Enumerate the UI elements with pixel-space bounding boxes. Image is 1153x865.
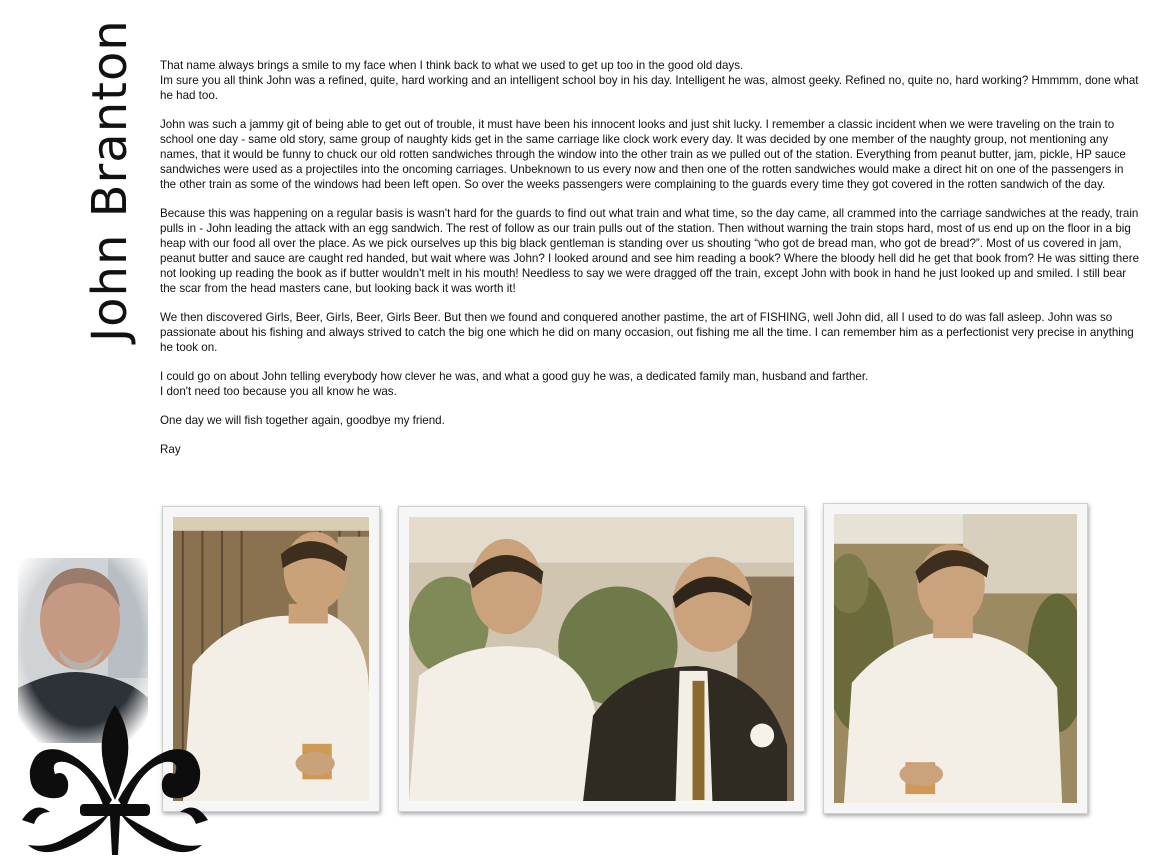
photo-john-garden-image (834, 514, 1077, 803)
photo-frame-john-and-friend (398, 506, 805, 812)
photo-john-and-friend (409, 517, 794, 801)
signature-name: Ray (160, 443, 181, 456)
paragraph-1 (160, 58, 1140, 103)
paragraph-line: I don't need too because you all know he was. (160, 385, 397, 398)
fleur-de-lis-icon (20, 700, 210, 860)
photo-frame-john-garden (823, 503, 1088, 814)
paragraph-line: That name always brings a smile to my face when I think back to what we used to get up too in the good old days. (160, 59, 744, 72)
paragraph-2 (160, 117, 1140, 192)
paragraph-4 (160, 310, 1140, 355)
paragraph-6 (160, 413, 1140, 428)
fleur-de-lis-ornament (20, 700, 210, 860)
page-title-vertical (82, 19, 142, 342)
paragraph-line: One day we will fish together again, goodbye my friend. (160, 414, 445, 427)
paragraph-line: I could go on about John telling everybody how clever he was, and what a good guy he was, a dedicated family man, husband and farther. (160, 370, 869, 383)
paragraph-line: John was such a jammy git of being able to get out of trouble, it must have been his innocent looks and just shit lucky. I remember a classic incident when we were traveling on the train to school one day - same old story, same group of naughty kids get in the same carriage like clock work every day. It was decided by one member of the naughty group, not mentioning any names, that it would be funny to chuck our old rotten sandwiches through the window into the other train as we pulled out of the station. Everything from peanut butter, jam, pickle, HP sauce sandwiches were used as a projectiles into the oncoming carriages. Unbeknown to us every now and then one of the rotten sandwiches would make a direct hit on one of the passengers in the other train as some of the windows had been left open. So over the weeks passengers were complaining to the guards every time they got covered in the rotten sandwich of the day. (160, 118, 1126, 191)
photo-john-garden (834, 514, 1077, 803)
tribute-text (160, 58, 1140, 471)
signature (160, 442, 1140, 457)
photo-john-and-friend-image (409, 517, 794, 801)
paragraph-line: We then discovered Girls, Beer, Girls, Beer, Girls Beer. But then we found and conquered another pastime, the art of FISHING, well John did, all I used to do was fall asleep. John was so passionate about his fishing and always strived to catch the big one which he did on many occasion, out fishing me all the time. I can remember him as a perfectionist very precise in anything he took on. (160, 311, 1134, 354)
page-title: John Branton (82, 19, 138, 342)
paragraph-5 (160, 369, 1140, 399)
paragraph-3 (160, 206, 1140, 296)
paragraph-line: Im sure you all think John was a refined, quite, hard working and an intelligent school boy in his day. Intelligent he was, almost geeky. Refined no, quite no, hard working? Hmmmm, done what he had too. (160, 74, 1139, 102)
paragraph-line: Because this was happening on a regular basis is wasn't hard for the guards to find out what train and what time, so the day came, all crammed into the carriage sandwiches at the ready, train pulls in - John leading the attack with an egg sandwich. The rest of follow as our train pulls out of the station. Then without warning the train stops hard, most of us end up on the floor in a big heap with our food all over the place. As we pick ourselves up this big black gentleman is standing over us shouting “who got de bread man, who got de bread?”. Most of us covered in jam, peanut butter and sauce are caught red handed, but wait where was John? I looked around and see him reading a book? Where the bloody hell did he get that book from? He was sitting there not looking up reading the book as if butter wouldn't melt in his mouth! Needless to say we were dragged off the train, except John with book in hand he just looked up and smiled. I still bear the scar from the head masters cane, but looking back it was worth it! (160, 207, 1140, 295)
